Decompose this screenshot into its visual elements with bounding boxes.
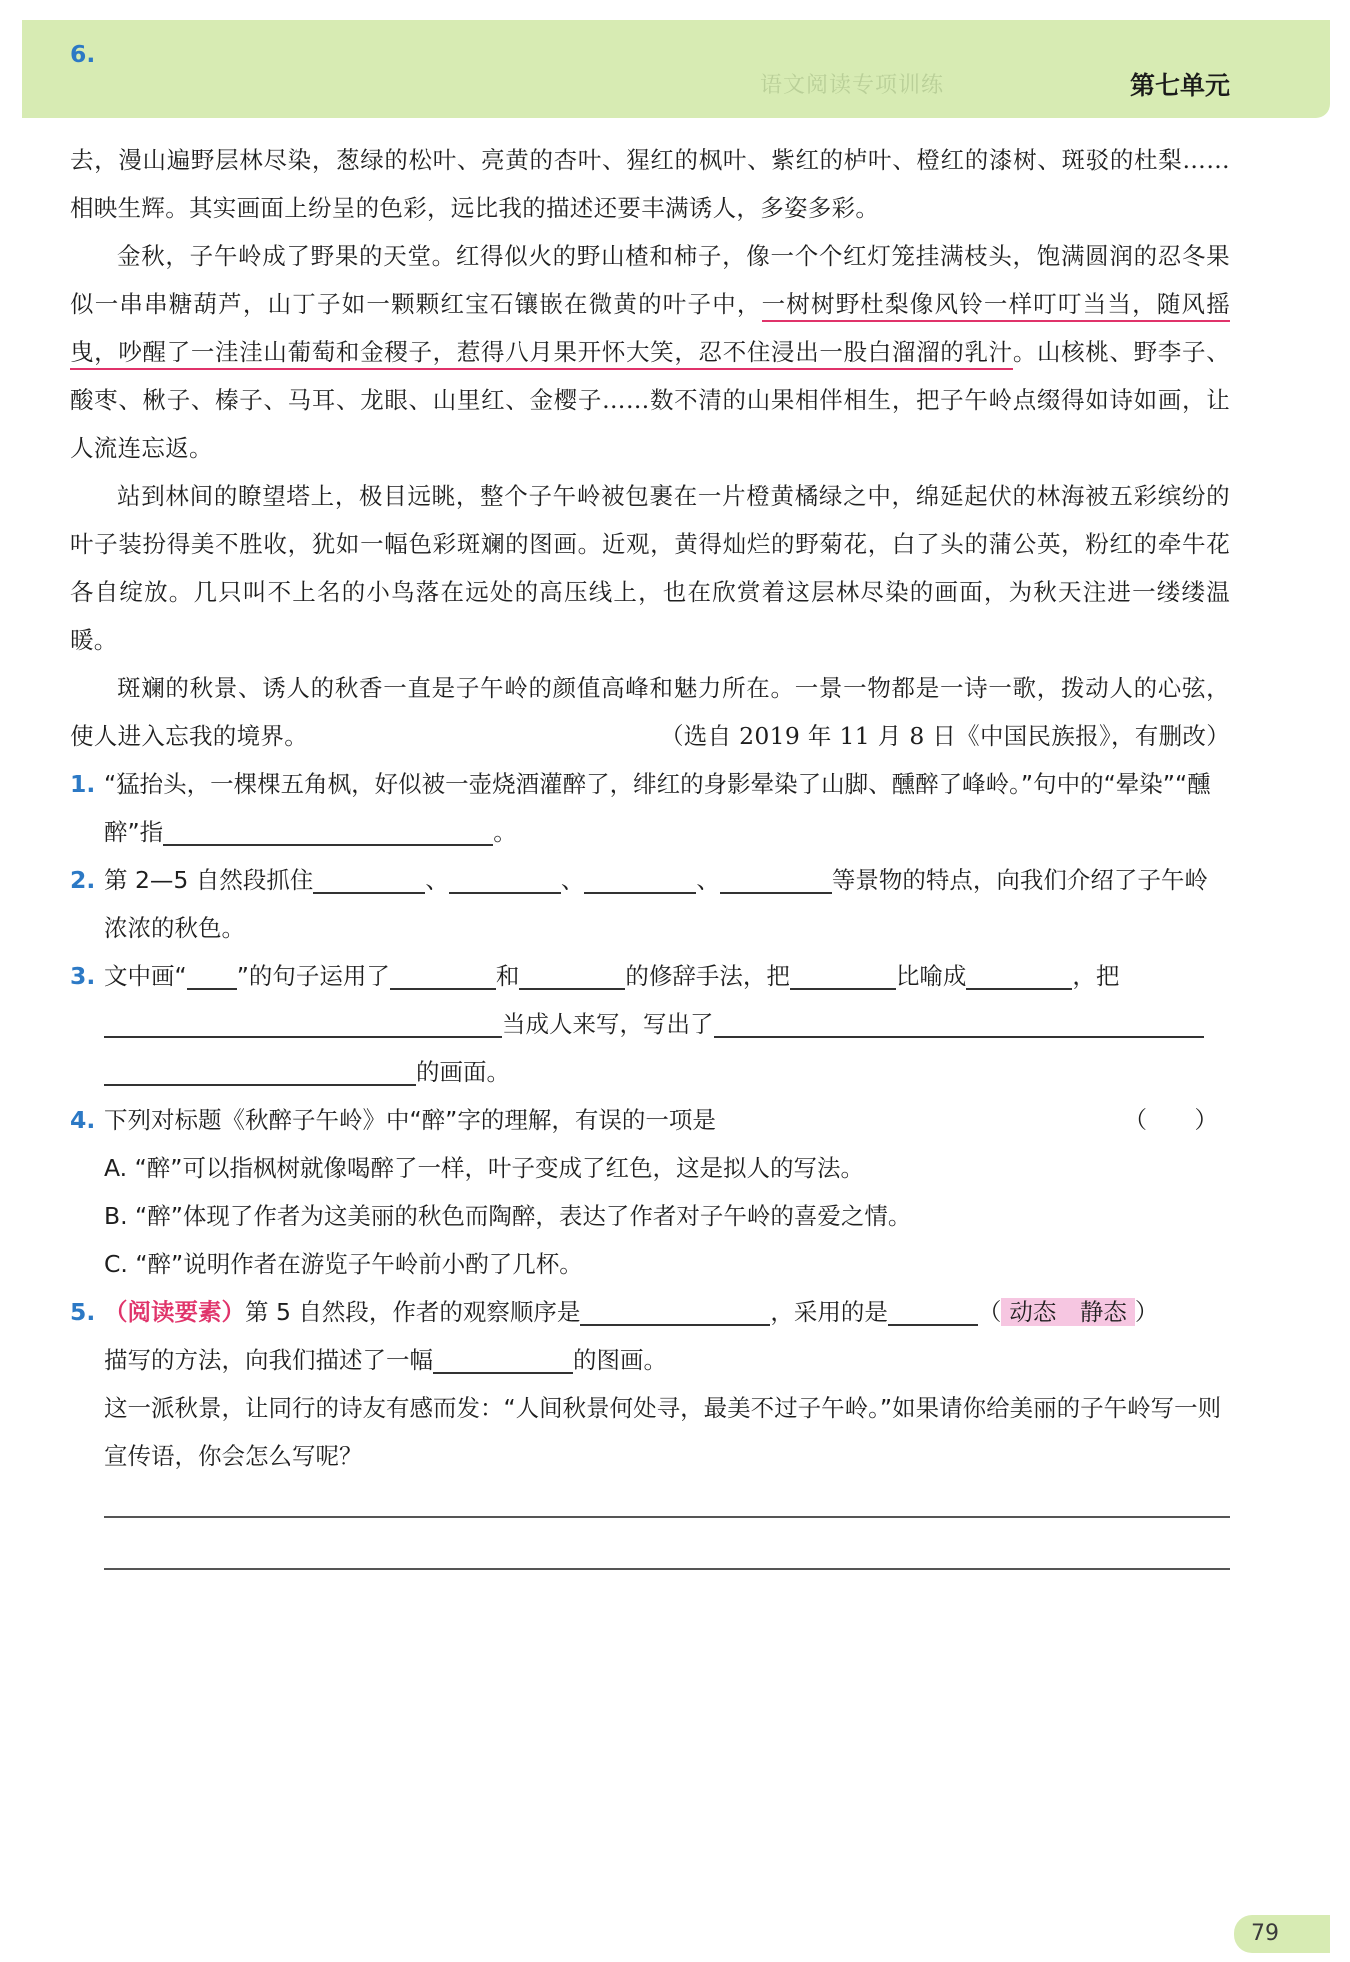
- question-3-text: 的画面。: [416, 1058, 510, 1086]
- question-3-text: 文中画“: [104, 962, 187, 990]
- question-4-text: 下列对标题《秋醉子午岭》中“醉”字的理解，有误的一项是: [104, 1106, 716, 1134]
- question-2-blank-1[interactable]: [313, 862, 425, 894]
- question-2-blank-2[interactable]: [449, 862, 561, 894]
- question-5-text: 第 5 自然段，作者的观察顺序是: [245, 1298, 581, 1326]
- question-5-text: ，采用的是: [770, 1298, 888, 1326]
- underline-sample: [187, 958, 237, 990]
- question-4-option-c: C. “醉”说明作者在游览子午岭前小酌了几杯。: [104, 1250, 583, 1278]
- question-4-answer-parentheses[interactable]: （ ）: [1123, 1106, 1230, 1134]
- passage-paragraph-2-start: 金秋，子午岭成了野果的天堂。红得似火的野山楂和柿子，像一个个红灯笼挂满枝头，饱满圆润的忍冬果似一串串糖葫芦，山丁子如一颗颗红宝石镶嵌在微黄的叶子中，: [70, 242, 1230, 318]
- question-1-answer-blank[interactable]: [163, 814, 493, 846]
- choice-bracket: （: [977, 1298, 1002, 1326]
- passage-paragraph-2-end: 。山核桃、野李子、酸枣、楸子、榛子、马耳、龙眼、山里红、金樱子……数不清的山果相伴相生，把子午岭点缀得如诗如画，让人流连忘返。: [70, 338, 1231, 462]
- question-3-blank-2[interactable]: [519, 958, 625, 990]
- passage-paragraph-4-text: 斑斓的秋景、诱人的秋香一直是子午岭的颜值高峰和魅力所在。一景一物都是一诗一歌，拨动人的心弦，使人进入忘我的境界。: [70, 674, 1230, 750]
- reading-element-tag: （阅读要素）: [104, 1298, 245, 1326]
- header-series-title: 语文阅读专项训练: [760, 73, 945, 98]
- passage-paragraph-4: [70, 664, 1230, 760]
- page-number: 79: [1234, 1915, 1330, 1953]
- question-1: [70, 760, 1230, 856]
- question-6-number: 6.: [70, 40, 96, 68]
- separator: 、: [560, 866, 585, 894]
- question-3-text: ”的句子运用了: [236, 962, 390, 990]
- question-3: [70, 952, 1230, 1096]
- question-4-number: 4.: [70, 1106, 96, 1134]
- question-3-text: 比喻成: [895, 962, 967, 990]
- question-4-option-b: B. “醉”体现了作者为这美丽的秋色而陶醉，表达了作者对子午岭的喜爱之情。: [104, 1202, 912, 1230]
- passage-paragraph-2: [70, 232, 1230, 472]
- question-3-blank-6[interactable]: [714, 1006, 1204, 1038]
- question-2-text: 第 2—5 自然段抓住: [104, 866, 314, 894]
- passage-paragraph-1: 去，漫山遍野层林尽染，葱绿的松叶、亮黄的杏叶、猩红的枫叶、紫红的栌叶、橙红的漆树、斑驳的杜梨……相映生辉。其实画面上纷呈的色彩，远比我的描述还要丰满诱人，多姿多彩。: [70, 146, 1230, 222]
- source-citation: （选自 2019 年 11 月 8 日《中国民族报》，有删改）: [659, 722, 1230, 750]
- question-6-answer-line-2[interactable]: [104, 1568, 1230, 1570]
- question-3-text: ，把: [1072, 962, 1120, 990]
- question-3-blank-4[interactable]: [966, 958, 1072, 990]
- question-5-blank-1[interactable]: [580, 1294, 770, 1326]
- question-4-option-a: A. “醉”可以指枫树就像喝醉了一样，叶子变成了红色，这是拟人的写法。: [104, 1154, 864, 1182]
- question-2-text-end: 等景物的特点，向我们介绍了子午岭浓浓的秋色。: [104, 866, 1208, 942]
- separator: 、: [425, 866, 449, 894]
- question-3-text: 的修辞手法，把: [625, 962, 790, 990]
- question-5-blank-2[interactable]: [888, 1294, 978, 1326]
- question-2: [70, 856, 1230, 952]
- question-6: 这一派秋景，让同行的诗友有感而发：“人间秋景何处寻，最美不过子午岭。”如果请你给美丽的子午岭写一则宣传语，你会怎么写呢？: [104, 1394, 1222, 1470]
- question-3-blank-1[interactable]: [390, 958, 496, 990]
- unit-title: 第七单元: [1129, 71, 1230, 100]
- question-1-text: “猛抬头，一棵棵五角枫，好似被一壶烧酒灌醉了，绯红的身影晕染了山脚、醺醉了峰岭。”句中的“晕染”“醺醉”指: [104, 770, 1211, 846]
- question-2-number: 2.: [70, 866, 96, 894]
- question-5: [70, 1288, 1230, 1384]
- passage-paragraph-3: 站到林间的瞭望塔上，极目远眺，整个子午岭被包裹在一片橙黄橘绿之中，绵延起伏的林海被五彩缤纷的叶子装扮得美不胜收，犹如一幅色彩斑斓的图画。近观，黄得灿烂的野菊花，白了头的蒲公英，粉红的牵牛花各自绽放。几只叫不上名的小鸟落在远处的高压线上，也在欣赏着这层林尽染的画面，为秋天注进一缕缕温暖。: [70, 482, 1230, 654]
- question-1-number: 1.: [70, 770, 96, 798]
- question-5-choice-options[interactable]: 动态 静态: [1001, 1298, 1135, 1326]
- separator: 、: [696, 866, 720, 894]
- question-3-blank-3[interactable]: [790, 958, 896, 990]
- question-4: [70, 1096, 1230, 1144]
- question-2-blank-4[interactable]: [720, 862, 832, 894]
- underlined-sentence: 一树树野杜梨像风铃一样叮叮当当，随风摇曳，吵醒了一洼洼山葡萄和金稷子，惹得八月果开怀大笑，忍不住浸出一股白溜溜的乳汁: [70, 290, 1230, 370]
- question-1-end: 。: [493, 818, 517, 846]
- question-3-text: 和: [495, 962, 520, 990]
- question-5-blank-3[interactable]: [433, 1342, 573, 1374]
- question-2-blank-3[interactable]: [584, 862, 696, 894]
- question-3-blank-5[interactable]: [104, 1006, 502, 1038]
- question-3-number: 3.: [70, 962, 96, 990]
- choice-bracket: ）: [1134, 1298, 1159, 1326]
- question-3-text: 当成人来写，写出了: [502, 1010, 714, 1038]
- question-5-number: 5.: [70, 1298, 96, 1326]
- question-5-text: 的图画。: [573, 1346, 667, 1374]
- question-3-blank-7[interactable]: [104, 1054, 416, 1086]
- question-5-text: 描写的方法，向我们描述了一幅: [104, 1346, 433, 1374]
